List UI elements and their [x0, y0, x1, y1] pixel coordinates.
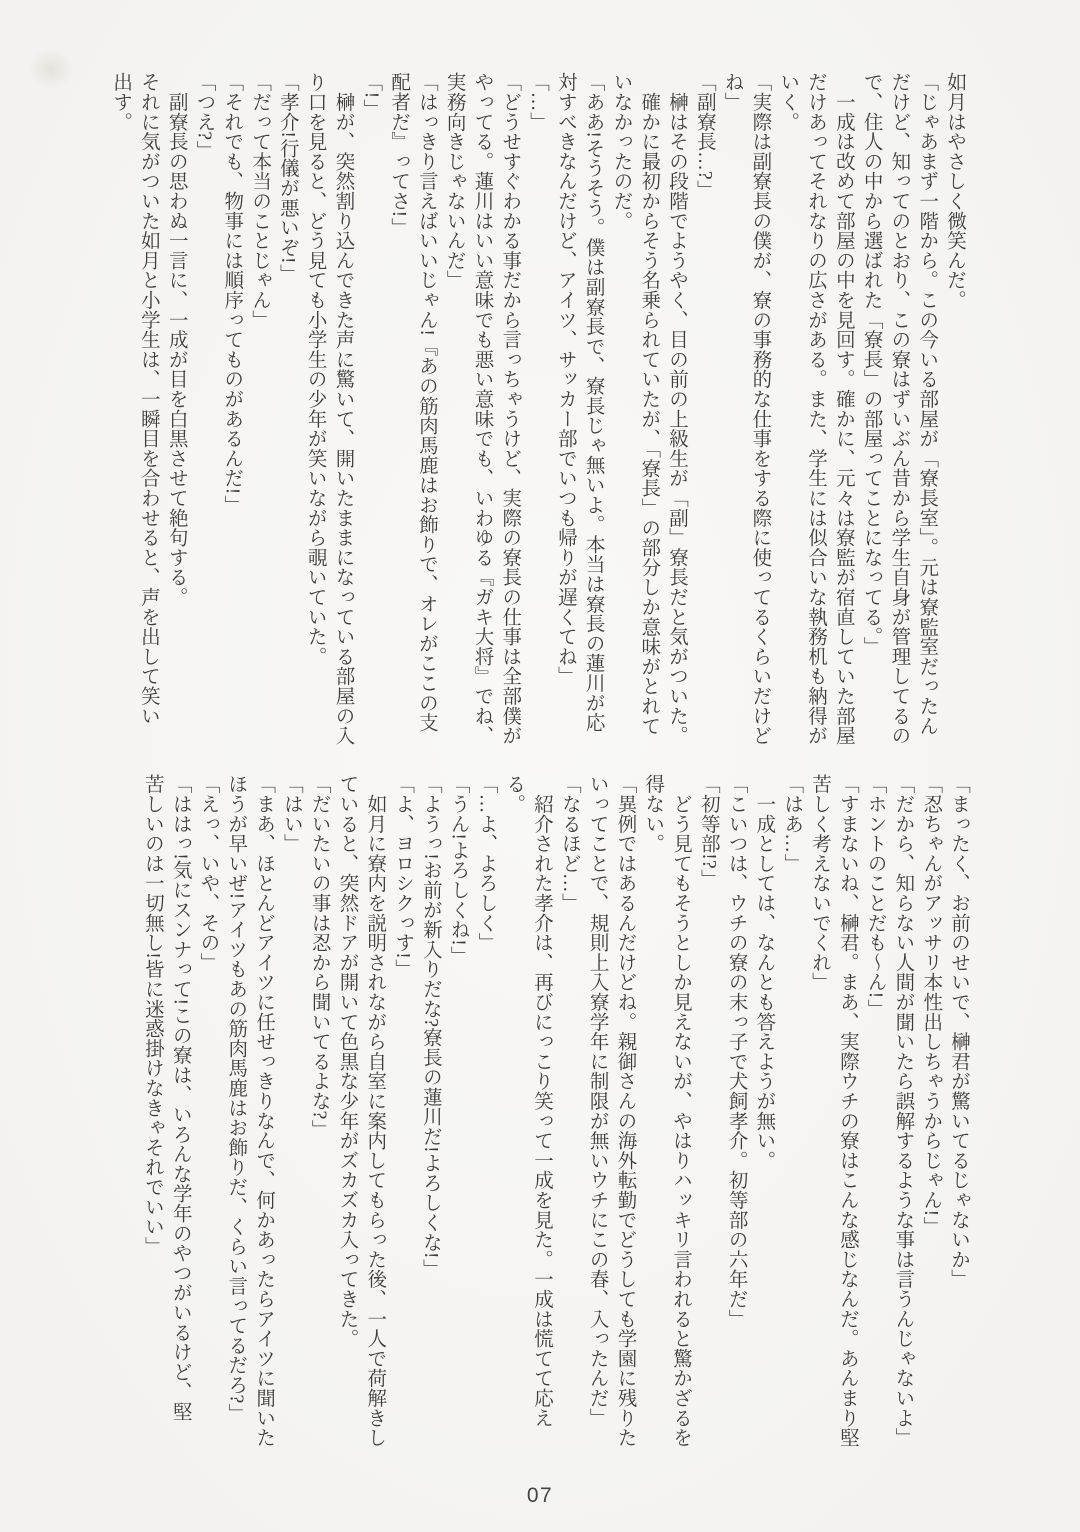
text-line: り口を見ると、どう見ても小学生の少年が笑いながら覗いていた。 [304, 72, 326, 666]
text-line: 「こいつは、ウチの寮の末っ子で犬飼孝介。初等部の六年だ」 [725, 774, 747, 1329]
text-line: ほうが早いぜ!アイツもあの筋肉馬鹿はお飾りだ、くらい言ってるだろ?」 [225, 774, 247, 1424]
text-line: 「だから、知らない人間が聞いたら誤解するような事は言うんじゃないよ」 [892, 774, 914, 1448]
text-line: 如月はやさしく微笑んだ。 [944, 72, 965, 310]
text-line: 「…よ、よろしく」 [475, 774, 497, 953]
text-line: 「!」 [360, 72, 382, 119]
text-line: 「初等部!?」 [697, 774, 719, 889]
text-line: 「はい」 [280, 774, 302, 854]
text-line: いなかったのだ。 [610, 72, 632, 231]
text-block-top [106, 72, 968, 748]
text-line: 「実際は副寮長の僕が、寮の事務的な仕事をする際に使ってるくらいだけど [749, 72, 771, 746]
text-line: 対すべきなんだけど、アイツ、サッカー部でいつも帰りが遅くてね」 [554, 72, 576, 686]
text-line: 「…」 [527, 72, 549, 132]
text-line: 得ない。 [642, 774, 664, 854]
text-line: 「つえ?」 [193, 72, 215, 161]
text-line: 「だいたいの事は忍から聞いてるよな?」 [308, 774, 330, 1140]
text-line: 「ははっ!気にスンナって!この寮は、いろんな学年のやつがいるけど、堅 [169, 774, 191, 1422]
text-line: 「異例ではあるんだけどね。親御さんの海外転勤でどうしても学園に残りた [614, 774, 636, 1448]
text-line: 「だって本当のことじゃん」 [249, 72, 271, 330]
text-line: 「えっ、いや、その」 [197, 774, 219, 972]
text-line: 「副寮長…?」 [693, 72, 715, 200]
text-line: いく。 [777, 72, 799, 132]
page-number: 07 [526, 1484, 554, 1507]
text-line: 実務向きじゃないんだ」 [443, 72, 465, 290]
text-line: 紹介された孝介は、再びにっこり笑って一成を見た。一成は慌てて応え [531, 774, 553, 1428]
text-line: 一成は改めて部屋の中を見回す。確かに、元々は寮監が宿直していた部屋 [832, 72, 854, 746]
text-line: 「ようっ!お前が新入りだな?寮長の蓮川だ!よろしくな!」 [419, 774, 441, 1279]
text-line: 一成としては、なんとも答えようが無い。 [753, 774, 775, 1170]
text-line: 出す。 [110, 72, 132, 132]
text-line: それに気がついた如月と小学生は、一瞬目を合わせると、声を出して笑い [137, 72, 159, 726]
text-line: 「よ、ヨロシクっす!」 [392, 774, 414, 979]
text-line: 配者だ』ってさ!」 [388, 72, 410, 238]
text-line: 「ホントのことだも〜ん!」 [864, 774, 886, 1019]
text-line: 「どうせすぐわかる事だから言っちゃうけど、実際の寮長の仕事は全部僕が [499, 72, 521, 746]
text-line: ね」 [721, 72, 743, 112]
text-line: 確かに最初からそう名乗られていたが、「寮長」の部分しか意味がとれて [638, 72, 660, 736]
text-line: 苦しいのは一切無し!皆に迷惑掛けなきゃそれでいい」 [141, 774, 163, 1256]
text-line: 「じゃあまず一階から。この今いる部屋が「寮長室」。元は寮監室だったん [916, 72, 938, 736]
text-line: で、住人の中から選ばれた「寮長」の部屋ってことになってる。」 [860, 72, 882, 657]
text-line: 如月に寮内を説明されながら自室に案内してもらった後、一人で荷解きし [364, 774, 386, 1448]
scan-smudge [28, 48, 74, 90]
text-line: 副寮長の思わぬ一言に、一成が目を白黒させて絶句する。 [165, 72, 187, 607]
text-line: 榊はその段階でようやく、目の前の上級生が「副」寮長だと気がついた。 [666, 72, 688, 746]
text-line: 「忍ちゃんがアッサリ本性出しちゃうからじゃん!」 [920, 774, 942, 1237]
text-line: 「はっきり言えばいいじゃん!『あの筋肉馬鹿はお飾りで、オレがここの支 [415, 72, 437, 733]
text-line: いってことで、規則上入寮学年に制限が無いウチにこの春、入ったんだ」 [586, 774, 608, 1428]
text-line: 「それでも、物事には順序ってものがあるんだ!」 [221, 72, 243, 515]
text-line: 「まったく、お前のせいで、榊君が驚いてるじゃないか」 [948, 774, 969, 1289]
text-line: 「まあ、ほとんどアイツに任せっきりなんで、何かあったらアイツに聞いた [253, 774, 275, 1448]
text-line: 苦しく考えないでくれ」 [809, 774, 831, 992]
text-line: 「うん!よろしくね!」 [447, 774, 469, 966]
text-line: だけあってそれなりの広さがある。また、学生には似合いな執務机も納得が [805, 72, 827, 746]
text-block-bottom [138, 774, 972, 1452]
text-line: 「なるほど…」 [558, 774, 580, 913]
text-line: やってる。蓮川はいい意味でも悪い意味でも、いわゆる『ガキ大将』でね、 [471, 72, 493, 746]
text-line: る。 [503, 774, 525, 814]
text-line: 榊が、突然割り込んできた声に驚いて、開いたままになっている部屋の入 [332, 72, 354, 746]
text-line: 「ああ!そうそう。僕は副寮長で、寮長じゃ無いよ。本当は寮長の蓮川が応 [582, 72, 604, 733]
text-line: だけど、知ってのとおり、この寮はずいぶん昔から学生自身が管理してるの [888, 72, 910, 746]
text-line: 「孝介!行儀が悪いぞ!」 [276, 72, 298, 284]
text-line: 「はあ…」 [781, 774, 803, 873]
text-line: 「すまないね、榊君。まあ、実際ウチの寮はこんな感じなんだ。あんまり堅 [836, 774, 858, 1448]
text-line: ていると、突然ドアが開いて色黒な少年がズカズカ入ってきた。 [336, 774, 358, 1349]
text-line: どう見てもそうとしか見えないが、やはりハッキリ言われると驚かざるを [670, 774, 692, 1448]
